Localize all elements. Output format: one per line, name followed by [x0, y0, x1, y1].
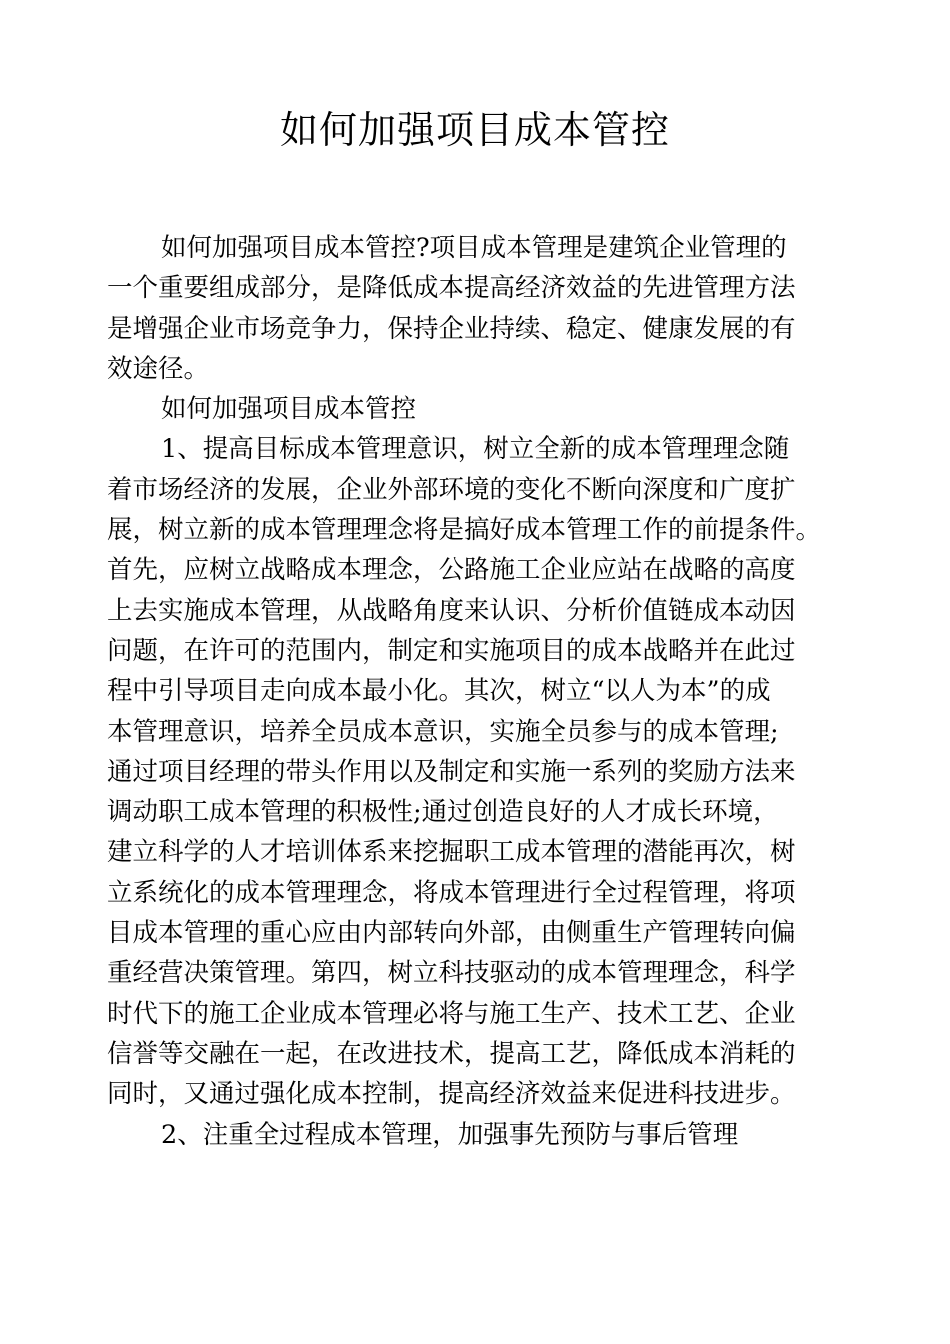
- text-line: 首先，应树立战略成本理念，公路施工企业应站在战略的高度: [107, 555, 796, 586]
- text-line: 时代下的施工企业成本管理必将与施工生产、技术工艺、企业: [107, 998, 796, 1029]
- text-line: 如何加强项目成本管控: [161, 394, 417, 425]
- text-line: 程中引导项目走向成本最小化。其次，树立“以人为本”的成: [107, 676, 771, 707]
- text-line: 调动职工成本管理的积极性;通过创造良好的人才成长环境，: [107, 797, 779, 828]
- text-line: 建立科学的人才培训体系来挖掘职工成本管理的潜能再次，树: [107, 837, 796, 868]
- document-body: [107, 228, 843, 1155]
- document-title: 如何加强项目成本管控: [279, 108, 670, 152]
- text-line: 一个重要组成部分，是降低成本提高经济效益的先进管理方法: [107, 273, 796, 304]
- text-line: 目成本管理的重心应由内部转向外部，由侧重生产管理转向偏: [107, 918, 796, 949]
- text-line: 2、注重全过程成本管理，加强事先预防与事后管理: [161, 1119, 739, 1150]
- text-line: 重经营决策管理。第四，树立科技驱动的成本管理理念，科学: [107, 958, 796, 989]
- text-line: 如何加强项目成本管控?项目成本管理是建筑企业管理的: [161, 233, 787, 263]
- text-line: 本管理意识，培养全员成本意识，实施全员参与的成本管理;: [107, 716, 779, 747]
- text-line: 问题，在许可的范围内，制定和实施项目的成本战略并在此过: [107, 635, 796, 666]
- text-line: 是增强企业市场竞争力，保持企业持续、稳定、健康发展的有: [107, 313, 796, 344]
- text-line: 同时，又通过强化成本控制，提高经济效益来促进科技进步。: [107, 1079, 796, 1110]
- text-line: 上去实施成本管理，从战略角度来认识、分析价值链成本动因: [107, 595, 796, 626]
- text-line: 展，树立新的成本管理理念将是搞好成本管理工作的前提条件。: [107, 515, 822, 546]
- text-line: 信誉等交融在一起，在改进技术，提高工艺，降低成本消耗的: [107, 1038, 796, 1069]
- text-line: 着市场经济的发展，企业外部环境的变化不断向深度和广度扩: [107, 474, 796, 505]
- text-line: 立系统化的成本管理理念，将成本管理进行全过程管理，将项: [107, 877, 796, 908]
- text-line: 通过项目经理的带头作用以及制定和实施一系列的奖励方法来: [107, 756, 796, 787]
- text-line: 效途径。: [107, 353, 210, 384]
- text-line: 1、提高目标成本管理意识，树立全新的成本管理理念随: [161, 434, 790, 465]
